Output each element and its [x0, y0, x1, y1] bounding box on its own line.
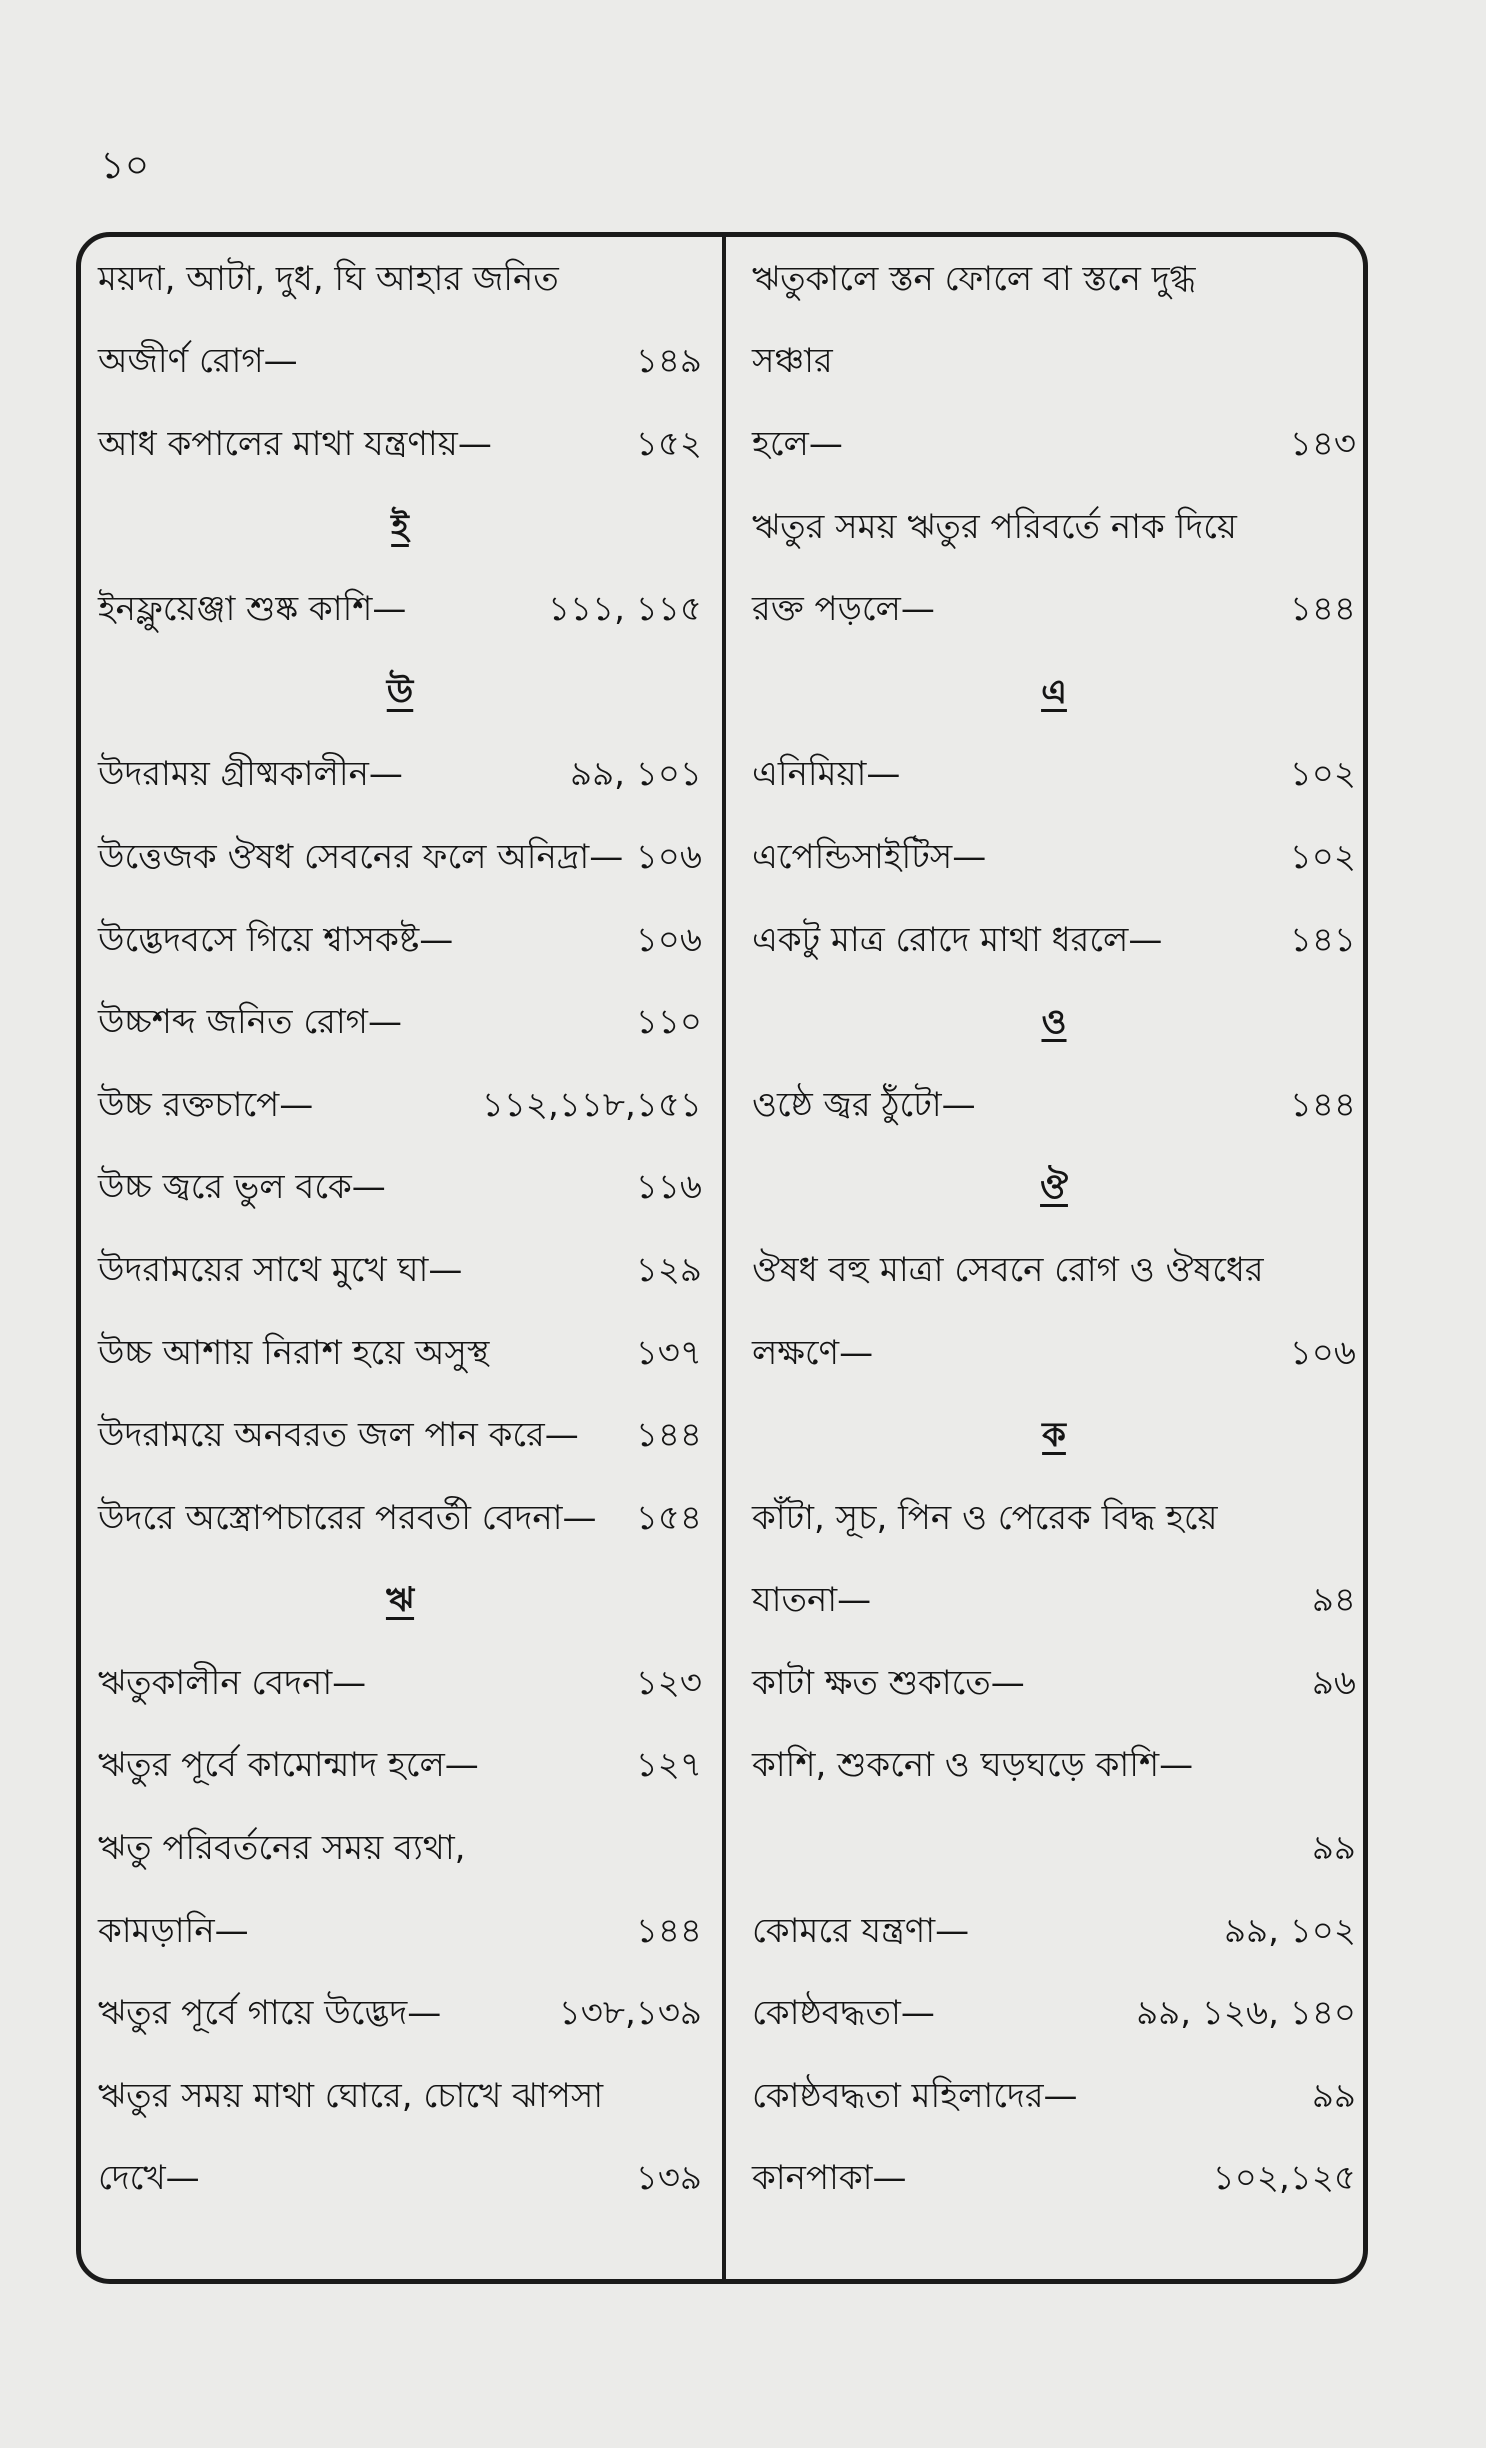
index-entry	[752, 405, 1356, 488]
entry-text: ঋতুর পূর্বে গায়ে উদ্ভেদ—	[98, 1993, 442, 2034]
index-section-heading	[98, 488, 702, 571]
index-entry	[752, 1727, 1356, 1810]
index-entry	[98, 323, 702, 406]
entry-text: উদরাময় গ্রীষ্মকালীন—	[98, 754, 403, 795]
entry-text: হলে—	[752, 423, 843, 464]
entry-text: উদ্ভেদবসে গিয়ে শ্বাসকষ্ট—	[98, 919, 454, 960]
index-entry	[98, 2057, 702, 2140]
index-entry	[752, 323, 1356, 406]
entry-text: কানপাকা—	[752, 2158, 907, 2199]
index-entry	[752, 1479, 1356, 1562]
index-entry	[98, 405, 702, 488]
entry-page-ref: ১১০	[635, 1002, 702, 1043]
index-entry	[752, 2140, 1356, 2223]
entry-page-ref: ১১৬	[635, 1167, 702, 1208]
entry-page-ref: ১৩৯	[635, 2158, 702, 2199]
entry-page-ref: ১৫৪	[635, 1497, 702, 1538]
entry-page-ref: ৯৯	[1311, 1828, 1356, 1869]
section-letter: ক	[1042, 1415, 1066, 1456]
entry-text: আধ কপালের মাথা যন্ত্রণায়—	[98, 423, 492, 464]
entry-text: কোমরে যন্ত্রণা—	[752, 1910, 970, 1951]
index-entry	[98, 1727, 702, 1810]
entry-text: কাঁটা, সূচ, পিন ও পেরেক বিদ্ধ হয়ে	[752, 1497, 1218, 1538]
entry-page-ref: ১৪৪	[635, 1910, 702, 1951]
entry-page-ref: ১৫২	[635, 423, 702, 464]
section-letter: ঋ	[385, 1580, 415, 1621]
entry-text: এনিমিয়া—	[752, 754, 901, 795]
index-entry	[98, 570, 702, 653]
entry-text: কামড়ানি—	[98, 1910, 249, 1951]
entry-text: কোষ্ঠবদ্ধতা—	[752, 1993, 935, 2034]
entry-text: উত্তেজক ঔষধ সেবনের ফলে অনিদ্রা—	[98, 836, 624, 877]
index-entry	[98, 818, 702, 901]
section-letter: এ	[1041, 671, 1067, 712]
index-entry	[98, 901, 702, 984]
index-section-heading	[752, 1396, 1356, 1479]
entry-page-ref: ১০২,১২৫	[1212, 2158, 1356, 2199]
entry-page-ref: ৯৬	[1311, 1662, 1356, 1703]
entry-page-ref: ১১২,১১৮,১৫১	[481, 1084, 702, 1125]
section-letter: ই	[391, 506, 409, 547]
entry-text: উচ্চ রক্তচাপে—	[98, 1084, 314, 1125]
entry-page-ref: ১২৩	[635, 1662, 702, 1703]
entry-text: উদরাময়ে অনবরত জল পান করে—	[98, 1415, 579, 1456]
entry-page-ref: ১৪৪	[1289, 1084, 1356, 1125]
entry-text: একটু মাত্র রোদে মাথা ধরলে—	[752, 919, 1163, 960]
entry-page-ref: ১৩৭	[635, 1332, 702, 1373]
index-entry	[752, 488, 1356, 571]
index-entry	[98, 2140, 702, 2223]
column-divider	[722, 232, 726, 2284]
entry-page-ref: ৯৯, ১২৬, ১৪০	[1136, 1993, 1356, 2034]
entry-text: রক্ত পড়লে—	[752, 589, 935, 630]
entry-text: এপেন্ডিসাইটিস—	[752, 836, 987, 877]
index-entry	[98, 1314, 702, 1397]
index-entry	[752, 1562, 1356, 1645]
index-entry	[98, 1892, 702, 1975]
entry-text: ওষ্ঠে জ্বর ঠুঁটো—	[752, 1084, 976, 1125]
entry-text: দেখে—	[98, 2158, 200, 2199]
section-letter: উ	[386, 671, 414, 712]
index-section-heading	[98, 653, 702, 736]
index-entry	[98, 1809, 702, 1892]
index-entry	[752, 1314, 1356, 1397]
entry-page-ref: ১০২	[1289, 754, 1356, 795]
entry-text: সঞ্চার	[752, 341, 833, 382]
index-entry	[752, 818, 1356, 901]
index-entry	[752, 2057, 1356, 2140]
entry-text: উচ্চশব্দ জনিত রোগ—	[98, 1002, 402, 1043]
entry-text: কাশি, শুকনো ও ঘড়ঘড়ে কাশি—	[752, 1745, 1194, 1786]
entry-page-ref: ১৩৮,১৩৯	[558, 1993, 702, 2034]
index-entry	[98, 1066, 702, 1149]
index-entry	[98, 983, 702, 1066]
index-column-right	[752, 240, 1356, 2280]
index-section-heading	[98, 1562, 702, 1645]
index-entry	[752, 1231, 1356, 1314]
entry-page-ref: ৯৪	[1311, 1580, 1356, 1621]
entry-text: অজীর্ণ রোগ—	[98, 341, 298, 382]
entry-text: উচ্চ জ্বরে ভুল বকে—	[98, 1167, 386, 1208]
entry-page-ref: ১২৭	[635, 1745, 702, 1786]
index-entry	[98, 736, 702, 819]
entry-text: উদরে অস্ত্রোপচারের পরবর্তী বেদনা—	[98, 1497, 597, 1538]
index-entry	[98, 1231, 702, 1314]
index-entry	[98, 1149, 702, 1232]
entry-page-ref: ১০৬	[1289, 1332, 1356, 1373]
index-entry	[98, 1396, 702, 1479]
index-entry	[98, 1479, 702, 1562]
entry-page-ref: ১৪১	[1289, 919, 1356, 960]
entry-text: ঋতুকালীন বেদনা—	[98, 1662, 367, 1703]
entry-text: ঔষধ বহু মাত্রা সেবনে রোগ ও ঔষধের	[752, 1249, 1264, 1290]
index-entry	[98, 1644, 702, 1727]
section-letter: ঔ	[1040, 1167, 1068, 1208]
entry-text: কাটা ক্ষত শুকাতে—	[752, 1662, 1025, 1703]
page-number: ১০	[100, 143, 150, 187]
entry-page-ref: ৯৯	[1311, 2075, 1356, 2116]
entry-page-ref: ৯৯, ১০২	[1223, 1910, 1356, 1951]
entry-text: লক্ষণে—	[752, 1332, 874, 1373]
index-section-heading	[752, 1149, 1356, 1232]
entry-text: ঋতুর পূর্বে কামোন্মাদ হলে—	[98, 1745, 479, 1786]
index-entry	[752, 1892, 1356, 1975]
index-entry	[752, 1066, 1356, 1149]
index-column-left	[98, 240, 702, 2280]
entry-page-ref: ১২৯	[635, 1249, 702, 1290]
index-section-heading	[752, 983, 1356, 1066]
entry-text: ঋতু পরিবর্তনের সময় ব্যথা,	[98, 1828, 466, 1869]
index-entry	[752, 901, 1356, 984]
index-entry	[752, 240, 1356, 323]
entry-text: ইনফ্লুয়েঞ্জা শুষ্ক কাশি—	[98, 589, 407, 630]
entry-page-ref: ১০৬	[635, 919, 702, 960]
entry-page-ref: ১৪৪	[1289, 589, 1356, 630]
index-entry	[752, 570, 1356, 653]
index-entry	[752, 1644, 1356, 1727]
entry-page-ref: ১৪৪	[635, 1415, 702, 1456]
entry-text: ঋতুর সময় মাথা ঘোরে, চোখে ঝাপসা	[98, 2075, 604, 2116]
index-entry	[98, 240, 702, 323]
entry-page-ref: ১৪৩	[1289, 423, 1356, 464]
entry-text: কোষ্ঠবদ্ধতা মহিলাদের—	[752, 2075, 1078, 2116]
entry-page-ref: ৯৯, ১০১	[570, 754, 702, 795]
index-entry	[752, 736, 1356, 819]
index-entry	[752, 1809, 1356, 1892]
entry-page-ref: ১০৬	[635, 836, 702, 877]
entry-text: উদরাময়ের সাথে মুখে ঘা—	[98, 1249, 463, 1290]
entry-text: ঋতুকালে স্তন ফোলে বা স্তনে দুগ্ধ	[752, 258, 1196, 299]
entry-page-ref: ১১১, ১১৫	[548, 589, 702, 630]
entry-page-ref: ১৪৯	[635, 341, 702, 382]
entry-text: উচ্চ আশায় নিরাশ হয়ে অসুস্থ	[98, 1332, 490, 1373]
index-entry	[98, 1974, 702, 2057]
entry-text: ময়দা, আটা, দুধ, ঘি আহার জনিত	[98, 258, 559, 299]
section-letter: ও	[1041, 1002, 1067, 1043]
entry-page-ref: ১০২	[1289, 836, 1356, 877]
entry-text: ঋতুর সময় ঋতুর পরিবর্তে নাক দিয়ে	[752, 506, 1237, 547]
entry-text: যাতনা—	[752, 1580, 872, 1621]
index-entry	[752, 1974, 1356, 2057]
index-section-heading	[752, 653, 1356, 736]
